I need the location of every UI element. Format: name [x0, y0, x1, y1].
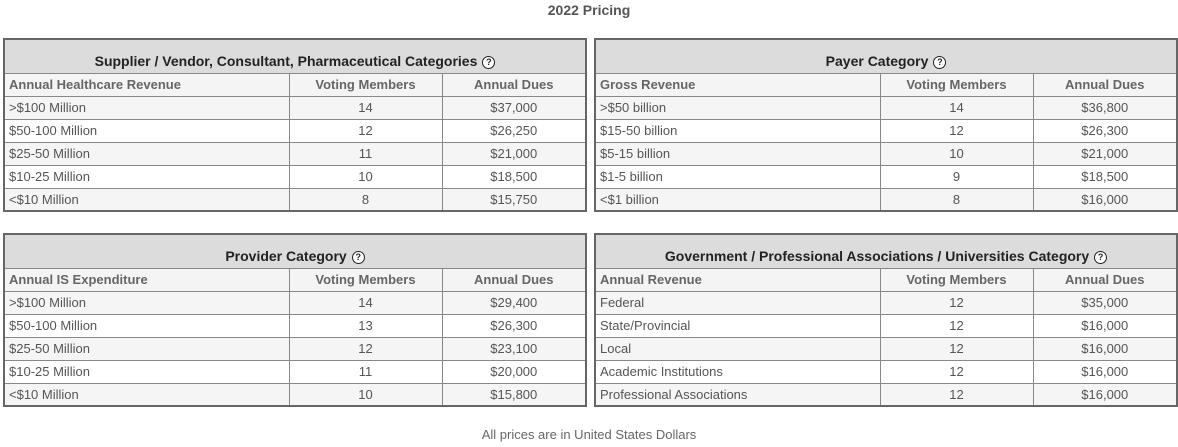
tier-cell: $25-50 Million	[4, 142, 289, 165]
tier-cell: $5-15 billion	[595, 142, 880, 165]
tier-cell: >$50 billion	[595, 96, 880, 119]
tier-cell: State/Provincial	[595, 314, 880, 337]
tier-cell: Professional Associations	[595, 383, 880, 406]
tier-cell: $15-50 billion	[595, 119, 880, 142]
annual-dues-cell: $18,500	[1033, 165, 1177, 188]
table-row	[595, 96, 1177, 119]
table-row	[4, 188, 586, 211]
table-row	[595, 165, 1177, 188]
page-title: 2022 Pricing	[547, 2, 631, 18]
annual-dues-cell: $35,000	[1033, 291, 1177, 314]
table-row	[595, 314, 1177, 337]
annual-dues-cell: $16,000	[1033, 337, 1177, 360]
currency-note: All prices are in United States Dollars	[481, 427, 697, 442]
table-row	[4, 165, 586, 188]
table-row	[4, 360, 586, 383]
voting-members-cell: 11	[289, 142, 442, 165]
table-row	[4, 383, 586, 406]
voting-members-cell: 12	[289, 337, 442, 360]
annual-dues-cell: $37,000	[442, 96, 586, 119]
column-header: Annual Dues	[1033, 73, 1177, 96]
annual-dues-cell: $26,300	[1033, 119, 1177, 142]
tier-cell: Academic Institutions	[595, 360, 880, 383]
table-row	[4, 314, 586, 337]
annual-dues-cell: $18,500	[442, 165, 586, 188]
annual-dues-cell: $29,400	[442, 291, 586, 314]
table-row	[595, 360, 1177, 383]
voting-members-cell: 13	[289, 314, 442, 337]
table-row	[4, 337, 586, 360]
table-row	[4, 291, 586, 314]
column-header: Annual IS Expenditure	[4, 268, 289, 291]
table-title	[595, 39, 1177, 73]
voting-members-cell: 10	[880, 142, 1033, 165]
table-title-text: Payer Category	[825, 53, 929, 70]
table-row	[595, 291, 1177, 314]
annual-dues-cell: $26,300	[442, 314, 586, 337]
tier-cell: $50-100 Million	[4, 119, 289, 142]
column-header: Voting Members	[289, 268, 442, 291]
voting-members-cell: 12	[289, 119, 442, 142]
annual-dues-cell: $23,100	[442, 337, 586, 360]
table-row	[4, 96, 586, 119]
help-icon[interactable]: ?	[352, 251, 365, 264]
provider-pricing-table	[3, 233, 587, 407]
voting-members-cell: 10	[289, 383, 442, 406]
voting-members-cell: 12	[880, 291, 1033, 314]
tier-cell: $1-5 billion	[595, 165, 880, 188]
annual-dues-cell: $16,000	[1033, 314, 1177, 337]
tier-cell: >$100 Million	[4, 96, 289, 119]
voting-members-cell: 12	[880, 119, 1033, 142]
voting-members-cell: 10	[289, 165, 442, 188]
tier-cell: Federal	[595, 291, 880, 314]
help-icon[interactable]: ?	[933, 56, 946, 69]
government-pricing-table	[594, 233, 1178, 407]
voting-members-cell: 12	[880, 360, 1033, 383]
column-header: Annual Revenue	[595, 268, 880, 291]
table-title	[4, 39, 586, 73]
table-row	[595, 383, 1177, 406]
column-header: Annual Dues	[442, 73, 586, 96]
column-header: Voting Members	[289, 73, 442, 96]
annual-dues-cell: $16,000	[1033, 383, 1177, 406]
voting-members-cell: 14	[880, 96, 1033, 119]
column-header: Annual Dues	[442, 268, 586, 291]
annual-dues-cell: $36,800	[1033, 96, 1177, 119]
table-row	[595, 119, 1177, 142]
tier-cell: $10-25 Million	[4, 165, 289, 188]
annual-dues-cell: $16,000	[1033, 188, 1177, 211]
annual-dues-cell: $15,800	[442, 383, 586, 406]
voting-members-cell: 8	[289, 188, 442, 211]
tier-cell: $25-50 Million	[4, 337, 289, 360]
voting-members-cell: 14	[289, 96, 442, 119]
annual-dues-cell: $21,000	[1033, 142, 1177, 165]
payer-pricing-table	[594, 38, 1178, 212]
table-row	[595, 337, 1177, 360]
annual-dues-cell: $20,000	[442, 360, 586, 383]
annual-dues-cell: $26,250	[442, 119, 586, 142]
tier-cell: <$10 Million	[4, 188, 289, 211]
table-title	[4, 234, 586, 268]
tier-cell: >$100 Million	[4, 291, 289, 314]
help-icon[interactable]: ?	[1094, 251, 1107, 264]
table-row	[595, 142, 1177, 165]
voting-members-cell: 9	[880, 165, 1033, 188]
voting-members-cell: 12	[880, 314, 1033, 337]
column-header: Annual Dues	[1033, 268, 1177, 291]
voting-members-cell: 11	[289, 360, 442, 383]
voting-members-cell: 12	[880, 383, 1033, 406]
table-title-text: Provider Category	[225, 248, 347, 265]
column-header: Annual Healthcare Revenue	[4, 73, 289, 96]
table-title	[595, 234, 1177, 268]
table-title-text: Government / Professional Associations / Universities Category	[664, 248, 1090, 265]
help-icon[interactable]: ?	[482, 56, 495, 69]
column-header: Voting Members	[880, 268, 1033, 291]
column-header: Voting Members	[880, 73, 1033, 96]
table-row	[4, 142, 586, 165]
voting-members-cell: 8	[880, 188, 1033, 211]
table-title-text: Supplier / Vendor, Consultant, Pharmaceutical Categories	[94, 53, 478, 70]
tier-cell: <$10 Million	[4, 383, 289, 406]
tier-cell: <$1 billion	[595, 188, 880, 211]
annual-dues-cell: $15,750	[442, 188, 586, 211]
column-header: Gross Revenue	[595, 73, 880, 96]
table-row	[595, 188, 1177, 211]
tier-cell: Local	[595, 337, 880, 360]
table-row	[4, 119, 586, 142]
tier-cell: $10-25 Million	[4, 360, 289, 383]
supplier-pricing-table	[3, 38, 587, 212]
annual-dues-cell: $21,000	[442, 142, 586, 165]
voting-members-cell: 12	[880, 337, 1033, 360]
tier-cell: $50-100 Million	[4, 314, 289, 337]
voting-members-cell: 14	[289, 291, 442, 314]
annual-dues-cell: $16,000	[1033, 360, 1177, 383]
